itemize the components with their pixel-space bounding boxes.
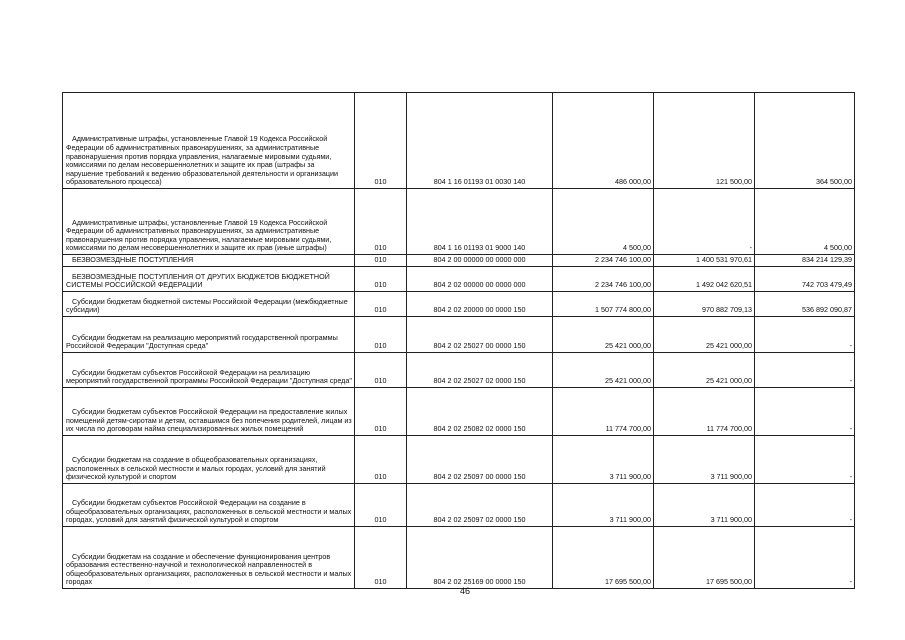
row-name-cell	[63, 267, 355, 292]
row-exec-cell: 1 492 042 620,51	[654, 267, 755, 292]
row-plan-cell: 25 421 000,00	[553, 353, 654, 388]
row-kbk-cell: 804 1 16 01193 01 9000 140	[407, 189, 553, 255]
row-plan-cell: 17 695 500,00	[553, 527, 654, 589]
table-row	[63, 189, 855, 255]
row-name-text: БЕЗВОЗМЕЗДНЫЕ ПОСТУПЛЕНИЯ ОТ ДРУГИХ БЮДЖЕТОВ БЮДЖЕТНОЙ СИСТЕМЫ РОССИЙСКОЙ ФЕДЕРАЦИИ	[66, 271, 330, 290]
row-rest-cell: 536 892 090,87	[755, 292, 855, 317]
row-code-cell: 010	[355, 436, 407, 484]
row-name-cell	[63, 189, 355, 255]
row-plan-cell: 2 234 746 100,00	[553, 267, 654, 292]
row-rest-cell: -	[755, 527, 855, 589]
row-exec-cell: 25 421 000,00	[654, 317, 755, 353]
row-plan-cell: 4 500,00	[553, 189, 654, 255]
row-name-text: Субсидии бюджетам субъектов Российской Федерации на реализацию мероприятий государственной программы Российской Федерации "Доступная среда"	[66, 367, 352, 386]
row-rest-cell: 4 500,00	[755, 189, 855, 255]
row-rest-cell: 742 703 479,49	[755, 267, 855, 292]
row-name-cell	[63, 527, 355, 589]
row-kbk-cell: 804 2 02 25027 02 0000 150	[407, 353, 553, 388]
table-row	[63, 93, 855, 189]
row-name-text: Административные штрафы, установленные Главой 19 Кодекса Российской Федерации об административных правонарушениях, за административные правонарушения против порядка управления, налагаемые мировыми судьями, комиссиями по делам несовершеннолетних и защите их прав (штрафы за нарушение требований к ведению образовательной деятельности и организации образовательного процесса)	[66, 134, 338, 187]
row-rest-cell: 364 500,00	[755, 93, 855, 189]
row-name-text: Субсидии бюджетам на создание в общеобразовательных организациях, расположенных в сельской местности и малых городах, условий для занятий физической культурой и спортом	[66, 455, 326, 482]
row-name-text: Субсидии бюджетам субъектов Российской Федерации на предоставление жилых помещений детям-сиротам и детям, оставшимся без попечения родителей, лицам из их числа по договорам найма специализированных жилых помещений	[66, 407, 352, 434]
row-exec-cell: 17 695 500,00	[654, 527, 755, 589]
row-code-cell: 010	[355, 189, 407, 255]
row-exec-cell: 121 500,00	[654, 93, 755, 189]
row-code-cell: 010	[355, 353, 407, 388]
row-rest-cell: -	[755, 436, 855, 484]
row-code-cell: 010	[355, 255, 407, 267]
row-plan-cell: 486 000,00	[553, 93, 654, 189]
row-code-cell: 010	[355, 93, 407, 189]
table-row	[63, 436, 855, 484]
row-name-text: Субсидии бюджетам на создание и обеспечение функционирования центров образования естественно-научной и технологической направленностей в общеобразовательных организациях, расположенных в сельской местности и малых городах	[66, 551, 352, 587]
row-code-cell: 010	[355, 292, 407, 317]
row-rest-cell: -	[755, 317, 855, 353]
row-name-cell	[63, 255, 355, 267]
row-name-cell	[63, 317, 355, 353]
row-name-text: БЕЗВОЗМЕЗДНЫЕ ПОСТУПЛЕНИЯ	[72, 255, 194, 265]
table-row	[63, 267, 855, 292]
row-exec-cell: 25 421 000,00	[654, 353, 755, 388]
row-code-cell: 010	[355, 317, 407, 353]
row-name-cell	[63, 292, 355, 317]
row-name-cell	[63, 388, 355, 436]
row-kbk-cell: 804 2 02 20000 00 0000 150	[407, 292, 553, 317]
table-row	[63, 292, 855, 317]
row-name-text: Субсидии бюджетам на реализацию мероприятий государственной программы Российской Федерации "Доступная среда"	[66, 332, 338, 351]
page-number: 46	[460, 586, 471, 596]
row-name-text: Административные штрафы, установленные Главой 19 Кодекса Российской Федерации об административных правонарушениях, за административные правонарушения против порядка управления, налагаемые мировыми судьями, комиссиями по делам несовершеннолетних и защите их прав (иные штрафы)	[66, 217, 332, 253]
row-name-cell	[63, 93, 355, 189]
table-row	[63, 388, 855, 436]
row-kbk-cell: 804 2 02 00000 00 0000 000	[407, 267, 553, 292]
row-plan-cell: 1 507 774 800,00	[553, 292, 654, 317]
row-kbk-cell: 804 2 02 25169 00 0000 150	[407, 527, 553, 589]
row-plan-cell: 2 234 746 100,00	[553, 255, 654, 267]
table-body	[63, 93, 855, 589]
row-plan-cell: 11 774 700,00	[553, 388, 654, 436]
table-row	[63, 255, 855, 267]
row-rest-cell: 834 214 129,39	[755, 255, 855, 267]
row-name-text: Субсидии бюджетам субъектов Российской Федерации на создание в общеобразовательных организациях, расположенных в сельской местности и малых городах, условий для занятий физической культурой и спортом	[66, 498, 352, 525]
row-code-cell: 010	[355, 527, 407, 589]
row-kbk-cell: 804 2 02 25097 00 0000 150	[407, 436, 553, 484]
row-name-text: Субсидии бюджетам бюджетной системы Российской Федерации (межбюджетные субсидии)	[66, 296, 348, 315]
row-exec-cell: 1 400 531 970,61	[654, 255, 755, 267]
budget-table	[62, 92, 855, 589]
row-exec-cell: 970 882 709,13	[654, 292, 755, 317]
table-row	[63, 353, 855, 388]
row-rest-cell: -	[755, 484, 855, 527]
row-rest-cell: -	[755, 388, 855, 436]
row-kbk-cell: 804 1 16 01193 01 0030 140	[407, 93, 553, 189]
table-row	[63, 317, 855, 353]
row-exec-cell: 3 711 900,00	[654, 484, 755, 527]
row-name-cell	[63, 436, 355, 484]
row-kbk-cell: 804 2 02 25082 02 0000 150	[407, 388, 553, 436]
row-plan-cell: 3 711 900,00	[553, 484, 654, 527]
row-plan-cell: 3 711 900,00	[553, 436, 654, 484]
row-name-cell	[63, 484, 355, 527]
table-row	[63, 484, 855, 527]
row-exec-cell: 3 711 900,00	[654, 436, 755, 484]
row-plan-cell: 25 421 000,00	[553, 317, 654, 353]
row-kbk-cell: 804 2 02 25097 02 0000 150	[407, 484, 553, 527]
row-code-cell: 010	[355, 267, 407, 292]
row-kbk-cell: 804 2 02 25027 00 0000 150	[407, 317, 553, 353]
row-kbk-cell: 804 2 00 00000 00 0000 000	[407, 255, 553, 267]
table-row	[63, 527, 855, 589]
row-code-cell: 010	[355, 484, 407, 527]
row-name-cell	[63, 353, 355, 388]
row-exec-cell: 11 774 700,00	[654, 388, 755, 436]
row-rest-cell: -	[755, 353, 855, 388]
row-exec-cell: -	[654, 189, 755, 255]
row-code-cell: 010	[355, 388, 407, 436]
